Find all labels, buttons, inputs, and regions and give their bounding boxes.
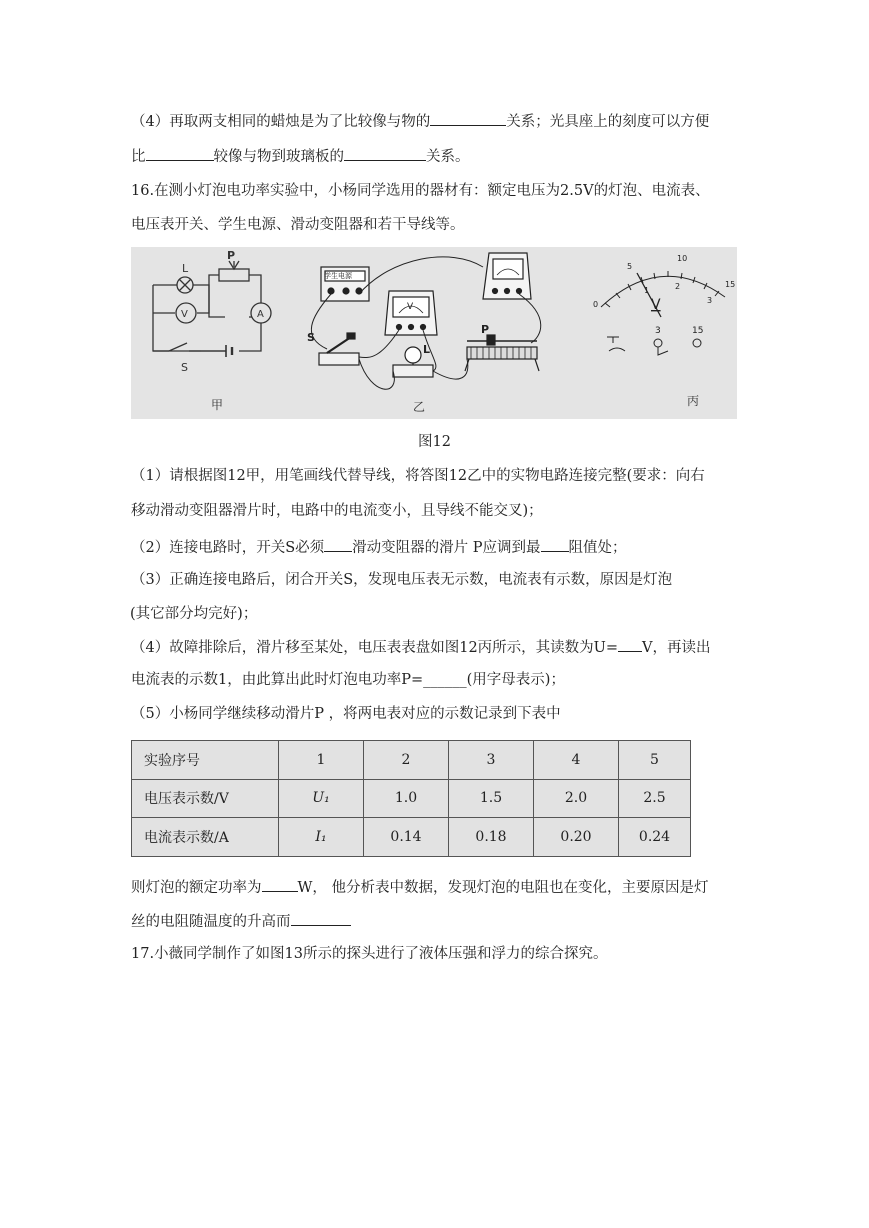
table-row bbox=[132, 818, 691, 857]
circuit-diagram-jia bbox=[153, 261, 261, 357]
table-cell: 0.20 bbox=[534, 818, 619, 857]
label-S: S bbox=[181, 361, 188, 374]
table-cell: 0.14 bbox=[364, 818, 449, 857]
q16-part2 bbox=[131, 536, 741, 558]
q16-part1-line2: 移动滑动变阻器滑片时，电路中的电流变小，且导线不能交叉)； bbox=[131, 503, 543, 519]
q15-part4-line1 bbox=[131, 110, 741, 132]
table-row bbox=[132, 779, 691, 818]
table-cell: 0.24 bbox=[619, 818, 691, 857]
q16-part4-text-b: V，再读出 bbox=[642, 640, 711, 656]
label-P-yi: P bbox=[481, 323, 490, 336]
table-cell: 电压表示数/V bbox=[132, 779, 279, 818]
table-cell: 1 bbox=[279, 741, 364, 780]
q16-after-line1 bbox=[131, 876, 741, 898]
table-cell: 3 bbox=[449, 741, 534, 780]
q15-part4-line2 bbox=[131, 145, 741, 167]
label-yi: 乙 bbox=[413, 400, 426, 414]
rheostat-symbol bbox=[219, 269, 249, 281]
figure-12 bbox=[131, 247, 737, 419]
dial-tick-0: 0 bbox=[593, 300, 599, 309]
label-S-yi: S bbox=[307, 331, 315, 344]
power-supply-label: 学生电源 bbox=[324, 272, 352, 280]
table-cell: 1.0 bbox=[364, 779, 449, 818]
answer-blank[interactable] bbox=[324, 536, 352, 552]
q16-part4-text-a: （4）故障排除后，滑片移至某处，电压表表盘如图12丙所示，其读数为U= bbox=[131, 640, 619, 656]
label-L: L bbox=[182, 262, 189, 275]
answer-blank[interactable] bbox=[618, 636, 642, 652]
data-table-image bbox=[131, 740, 691, 857]
dial-tick-15: 15 bbox=[725, 280, 736, 289]
data-table bbox=[131, 740, 691, 857]
answer-blank[interactable] bbox=[344, 145, 426, 161]
table-row bbox=[132, 741, 691, 780]
answer-blank[interactable] bbox=[291, 910, 351, 926]
q15-part4-text-b: 关系；光具座上的刻度可以方便 bbox=[506, 114, 710, 130]
dial-tick-10: 10 bbox=[677, 254, 688, 263]
table-cell: U₁ bbox=[279, 779, 364, 818]
q16-part2-text-c: 阻值处； bbox=[568, 540, 627, 556]
table-cell: 4 bbox=[534, 741, 619, 780]
figure-caption: 图12 bbox=[418, 434, 451, 450]
q16-after-text-a: 则灯泡的额定功率为 bbox=[131, 880, 262, 896]
lamp-base bbox=[393, 365, 433, 377]
table-cell: 1.5 bbox=[449, 779, 534, 818]
q15-part4-text-a: （4）再取两支相同的蜡烛是为了比较像与物的 bbox=[131, 114, 431, 130]
q16-part3-line1: （3）正确连接电路后，闭合开关S，发现电压表无示数，电流表有示数，原因是灯泡 bbox=[131, 572, 673, 588]
q16-part2-text-b: 滑动变阻器的滑片 P应调到最 bbox=[352, 540, 541, 556]
dial-tick-5: 5 bbox=[627, 262, 633, 271]
answer-blank[interactable] bbox=[262, 876, 298, 892]
table-cell: 2.5 bbox=[619, 779, 691, 818]
table-cell: 电流表示数/A bbox=[132, 818, 279, 857]
voltmeter-dial-bing bbox=[601, 271, 725, 355]
table-cell: 5 bbox=[619, 741, 691, 780]
q15-part4-text-d: 较像与物到玻璃板的 bbox=[213, 149, 344, 165]
label-jia: 甲 bbox=[211, 398, 224, 412]
q16-part4-line1 bbox=[131, 636, 741, 658]
lamp-symbol-L bbox=[177, 277, 193, 293]
terminal-3: 3 bbox=[655, 326, 661, 336]
table-cell: 2 bbox=[364, 741, 449, 780]
dial-tick-3: 3 bbox=[707, 296, 713, 305]
q16-after-line2 bbox=[131, 910, 741, 932]
table-cell: 实验序号 bbox=[132, 741, 279, 780]
q16-after-text-c: 丝的电阻随温度的升高而 bbox=[131, 914, 291, 930]
label-bing: 丙 bbox=[687, 394, 700, 408]
dial-tick-2: 2 bbox=[675, 282, 681, 291]
switch-base bbox=[319, 353, 359, 365]
q16-part1-line1: （1）请根据图12甲，用笔画线代替导线，将答图12乙中的实物电路连接完整(要求：向右 bbox=[131, 468, 705, 484]
q15-part4-text-c: 比 bbox=[131, 149, 146, 165]
answer-blank[interactable] bbox=[541, 536, 569, 552]
q16-part3-line2: (其它部分均完好)； bbox=[130, 606, 258, 622]
physical-circuit-yi bbox=[319, 253, 539, 377]
q16-intro-line1: 16.在测小灯泡电功率实验中，小杨同学选用的器材有：额定电压为2.5V的灯泡、电流表、 bbox=[131, 183, 710, 199]
rheostat-device bbox=[467, 347, 537, 359]
q16-part2-text-a: （2）连接电路时，开关S必须 bbox=[131, 540, 325, 556]
q16-intro-line2: 电压表开关、学生电源、滑动变阻器和若干导线等。 bbox=[131, 217, 465, 233]
voltmeter-device-label: V bbox=[407, 302, 414, 312]
switch-symbol bbox=[169, 343, 187, 351]
label-L-yi: L bbox=[423, 343, 431, 356]
answer-blank[interactable] bbox=[146, 145, 214, 161]
table-cell: 0.18 bbox=[449, 818, 534, 857]
answer-blank[interactable] bbox=[430, 110, 506, 126]
q16-after-text-b: W， 他分析表中数据，发现灯泡的电阻也在变化，主要原因是灯 bbox=[297, 880, 709, 896]
dial-V-label: V bbox=[651, 297, 661, 313]
label-A: A bbox=[257, 309, 264, 320]
terminal-15: 15 bbox=[692, 326, 704, 336]
q16-part5: （5）小杨同学继续移动滑片P ，将两电表对应的示数记录到下表中 bbox=[131, 706, 561, 722]
table-cell: 2.0 bbox=[534, 779, 619, 818]
q15-part4-text-e: 关系。 bbox=[426, 149, 470, 165]
label-V: V bbox=[181, 309, 188, 320]
table-cell: I₁ bbox=[279, 818, 364, 857]
dial-tick-1: 1 bbox=[644, 286, 650, 295]
q16-part4-line2: 电流表的示数1，由此算出此时灯泡电功率P=______(用字母表示)； bbox=[131, 672, 565, 688]
q17-text: 17.小薇同学制作了如图13所示的探头进行了液体压强和浮力的综合探究。 bbox=[131, 946, 608, 962]
label-P: P bbox=[227, 249, 236, 262]
